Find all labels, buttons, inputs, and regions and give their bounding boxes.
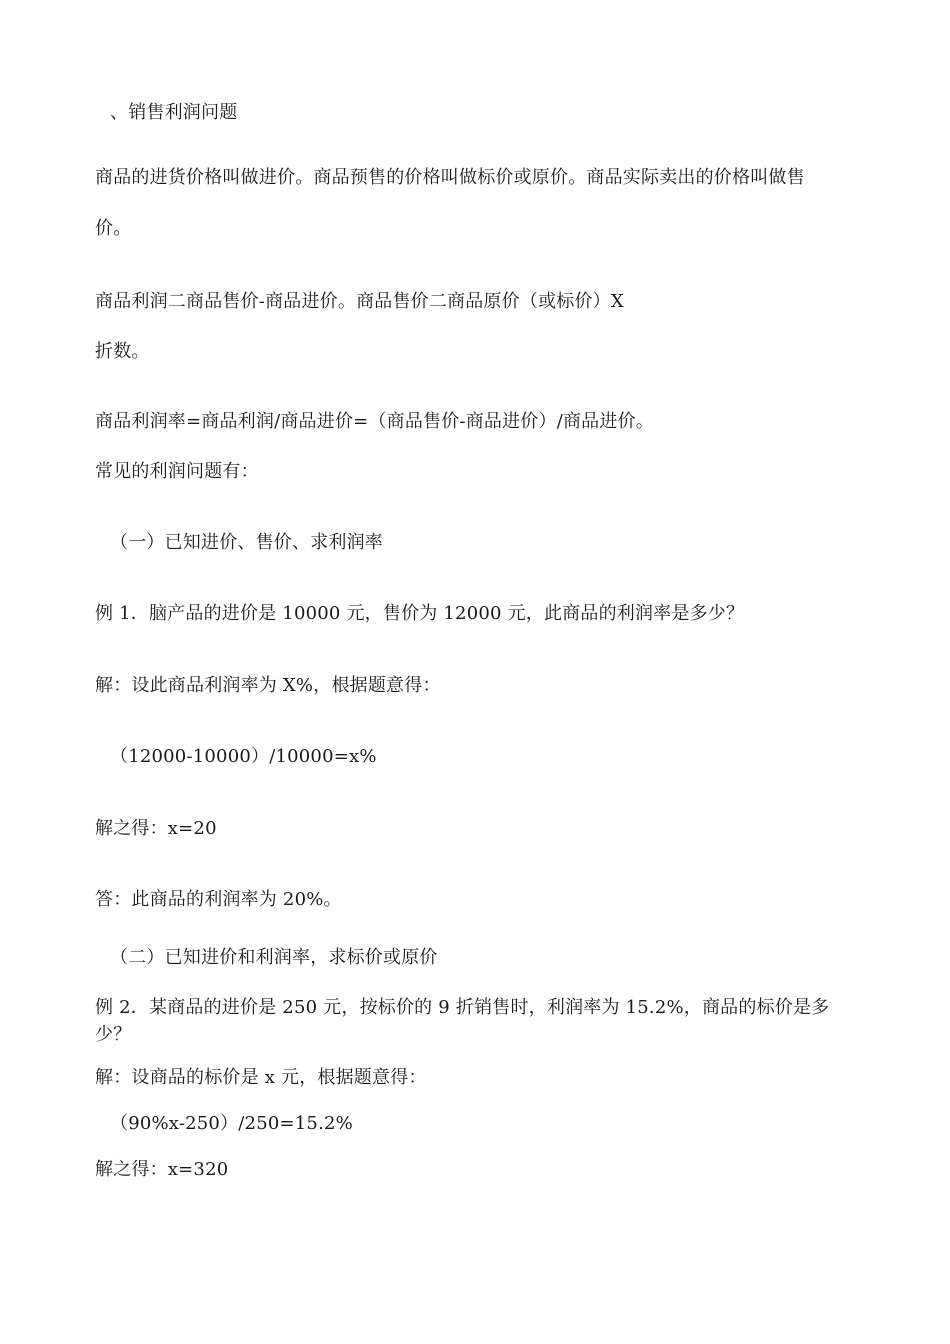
paragraph-common-problems: 常见的利润问题有： (95, 461, 259, 482)
example1-question: 例 1．脑产品的进价是 10000 元，售价为 12000 元，此商品的利润率是多少？ (95, 603, 745, 624)
paragraph-profit-formula-line2: 折数。 (95, 341, 150, 362)
paragraph-definitions-line2: 价。 (95, 218, 132, 239)
example1-solution-intro: 解：设此商品利润率为 X%，根据题意得： (95, 675, 441, 696)
example2-question: 例 2．某商品的进价是 250 元，按标价的 9 折销售时，利润率为 15.2%，商品的标价是多少？ (95, 997, 830, 1045)
example2-equation: （90%x-250）/250=15.2% (110, 1113, 353, 1134)
section1-heading: （一）已知进价、售价、求利润率 (110, 532, 383, 553)
example2-result: 解之得：x=320 (95, 1159, 229, 1180)
example2-solution-intro: 解：设商品的标价是 x 元，根据题意得： (95, 1067, 427, 1088)
section-title: 、销售利润问题 (110, 102, 238, 123)
paragraph-profit-rate-formula: 商品利润率=商品利润/商品进价=（商品售价-商品进价）/商品进价。 (95, 411, 654, 432)
paragraph-definitions-line1: 商品的进货价格叫做进价。商品预售的价格叫做标价或原价。商品实际卖出的价格叫做售 (95, 167, 805, 188)
example1-result: 解之得：x=20 (95, 818, 217, 839)
example1-equation: （12000-10000）/10000=x% (110, 746, 377, 767)
example1-answer: 答：此商品的利润率为 20%。 (95, 889, 342, 910)
section2-heading: （二）已知进价和利润率，求标价或原价 (110, 947, 438, 968)
paragraph-profit-formula-line1: 商品利润二商品售价-商品进价。商品售价二商品原价（或标价）X (95, 291, 624, 312)
